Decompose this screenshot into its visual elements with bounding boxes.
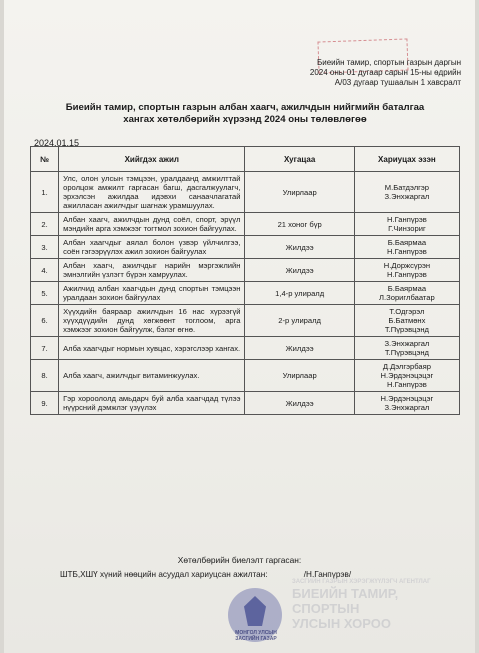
watermark-small: ЗАСГИЙН ГАЗРЫН ХЭРЭГЖҮҮЛЭГЧ АГЕНТЛАГ <box>292 579 431 585</box>
row-number: 7. <box>31 337 59 360</box>
footer-signer: /Н.Ганпүрэв/ <box>303 570 352 579</box>
row-number: 3. <box>31 236 59 259</box>
row-activity: Гэр хороололд амьдарч буй алба хаагчдад түлээ нүүрсний дэмжлэг үзүүлэх <box>59 392 245 415</box>
plan-table <box>30 146 460 415</box>
responsible-person: Т.Пүрэвцэнд <box>384 325 429 334</box>
approval-note <box>261 58 461 88</box>
row-responsible <box>354 305 459 337</box>
row-number: 9. <box>31 392 59 415</box>
watermark-line-1: БИЕИЙН ТАМИР, СПОРТЫН <box>292 586 399 616</box>
row-responsible <box>354 360 459 392</box>
title-line-1: Биеийн тамир, спортын газрын албан хаагч, ажилчдын нийгмийн баталгаа <box>65 102 425 113</box>
responsible-person: Н.Эрдэнэцэцэг <box>380 394 434 403</box>
responsible-person: Б.Баярмаа <box>387 238 427 247</box>
responsible-person: Б.Баярмаа <box>387 284 427 293</box>
responsible-person: Н.Ганпүрэв <box>387 247 427 256</box>
responsible-person: Т.Одгэрэл <box>389 307 425 316</box>
responsible-person: З.Энхжаргал <box>384 192 430 201</box>
responsible-person: Н.Доржсүрэн <box>383 261 431 270</box>
responsible-person: Л.Зориглбаатар <box>379 293 435 302</box>
responsible-person: Д.Дэлгэрбаяр <box>382 362 431 371</box>
responsible-person: З.Энхжаргал <box>384 339 430 348</box>
footer-caption: Хөтөлбөрийн биелэлт гаргасан: <box>177 555 302 565</box>
row-activity: Ажилчид албан хаагчдын дунд спортын тэмцээн уралдаан зохион байгуулах <box>59 282 245 305</box>
row-responsible <box>354 172 459 213</box>
row-term: Жилдээ <box>245 337 354 360</box>
row-term: Жилдээ <box>245 236 354 259</box>
table-row <box>31 360 460 392</box>
row-responsible <box>354 392 459 415</box>
row-number: 2. <box>31 213 59 236</box>
row-term: 21 хоног бүр <box>245 213 354 236</box>
responsible-person: М.Батдэлгэр <box>384 183 430 192</box>
responsible-person: Н.Ганпүрэв <box>387 270 427 279</box>
table-row <box>31 337 460 360</box>
approval-line-1: Биеийн тамир, спортын газрын даргын <box>316 58 461 67</box>
row-activity: Албан хаагч, ажилчдын дунд соёл, спорт, эрүүл мэндийн арга хэмжээг тогтмол зохион байгуулах. <box>59 213 245 236</box>
row-responsible <box>354 337 459 360</box>
seal-caption: МОНГОЛ УЛСЫН ЗАСГИЙН ГАЗАР <box>235 630 277 642</box>
document-date: 2024.01.15 <box>34 138 80 148</box>
table-row <box>31 305 460 337</box>
document-title <box>30 102 460 126</box>
row-activity: Алба хаагч, ажилчдыг витаминжуулах. <box>59 360 245 392</box>
row-activity: Алба хаагчдыг нормын хувцас, хэрэгслээр хангах. <box>59 337 245 360</box>
header-num: № <box>31 147 59 172</box>
row-number: 1. <box>31 172 59 213</box>
responsible-person: Н.Ганпүрэв <box>387 215 427 224</box>
row-term: Улирлаар <box>245 172 354 213</box>
row-number: 5. <box>31 282 59 305</box>
row-term: 2-р улиралд <box>245 305 354 337</box>
row-responsible <box>354 236 459 259</box>
header-term: Хугацаа <box>245 147 354 172</box>
row-term: 1,4-р улиралд <box>245 282 354 305</box>
table-row <box>31 213 460 236</box>
row-responsible <box>354 213 459 236</box>
table-row <box>31 392 460 415</box>
responsible-person: Т.Пүрэвцэнд <box>384 348 429 357</box>
responsible-person: З.Энхжаргал <box>384 403 430 412</box>
approval-line-3: А/03 дугаар тушаалын 1 хавсралт <box>334 78 461 87</box>
table-row <box>31 236 460 259</box>
table-header-row <box>31 147 460 172</box>
watermark-line-2: УЛСЫН ХОРОО <box>292 616 391 631</box>
responsible-person: Г.Чинзориг <box>388 224 426 233</box>
row-number: 8. <box>31 360 59 392</box>
row-responsible <box>354 282 459 305</box>
row-responsible <box>354 259 459 282</box>
watermark <box>292 578 462 631</box>
responsible-person: Н.Эрдэнэцэцэг <box>380 371 434 380</box>
header-activity: Хийгдэх ажил <box>59 147 245 172</box>
table-row <box>31 259 460 282</box>
row-number: 4. <box>31 259 59 282</box>
row-activity: Улс, олон улсын тэмцээн, уралдаанд амжилттай оролцож амжилт гаргасан багш, дасгалжуулагч, эрхэлсэн ажилдаа идэвхи санаачлагатай ажилласан ажилчдыг шагнаж урамшуулах. <box>59 172 245 213</box>
table-row <box>31 172 460 213</box>
row-term: Жилдээ <box>245 392 354 415</box>
table-row <box>31 282 460 305</box>
header-responsible: Хариуцах эзэн <box>354 147 459 172</box>
responsible-person: Н.Ганпүрэв <box>387 380 427 389</box>
row-activity: Албан хаагч, ажилчдыг нарийн мэргэжлийн эмнэлгийн үзлэгт бүрэн хамруулах. <box>59 259 245 282</box>
responsible-person: Б.Батмөнх <box>388 316 426 325</box>
footer-role: ШТБ,ХШҮ хүний нөөцийн асуудал хариуцсан ажилтан: <box>60 570 268 579</box>
title-line-2: хангах хөтөлбөрийн хүрээнд 2024 оны төлөвлөгөө <box>123 114 367 125</box>
approval-line-2: 2024 оны 01 дугаар сарын 15-ны өдрийн <box>309 68 461 77</box>
row-number: 6. <box>31 305 59 337</box>
row-term: Жилдээ <box>245 259 354 282</box>
row-activity: Хүүхдийн баяраар ажилчдын 16 нас хүрээгүй хүүхдүүдийн дунд хөгжөөнт тоглоом, арга хэмжээг зохион байгуулж, бэлэг өгнө. <box>59 305 245 337</box>
row-term: Улирлаар <box>245 360 354 392</box>
row-activity: Албан хаагчдыг аялал болон үзвэр үйлчилгээ, соён гэгээрүүлэх ажил зохион байгуулах <box>59 236 245 259</box>
